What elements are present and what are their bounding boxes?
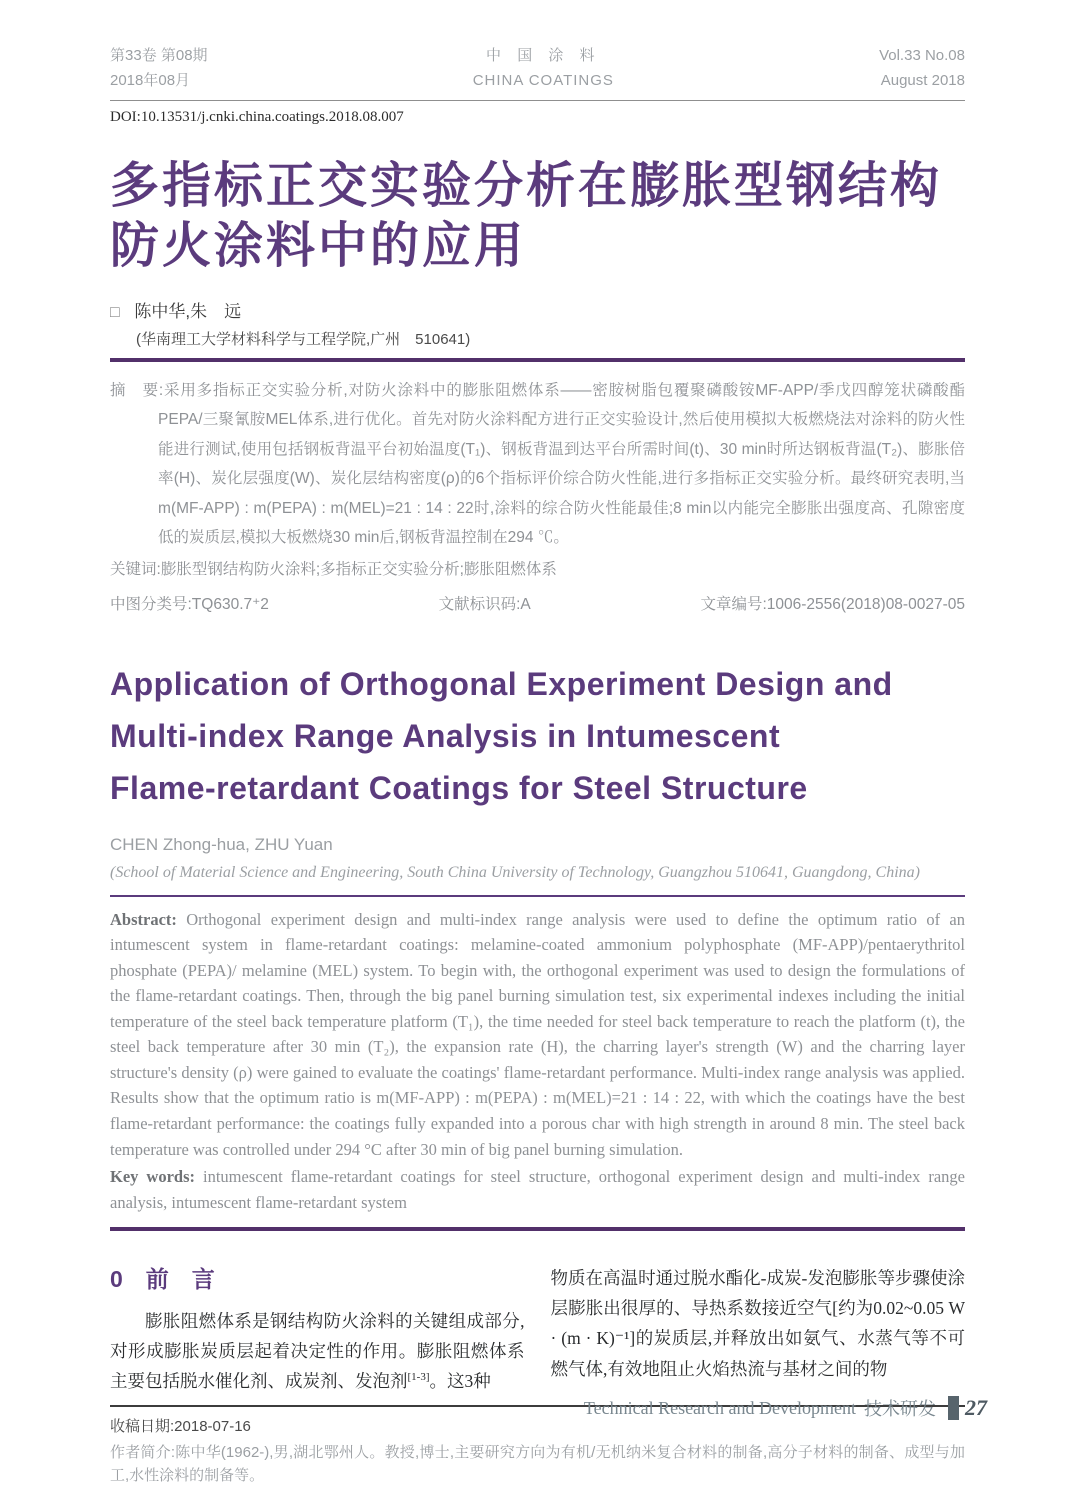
abstract-en-label: Abstract: xyxy=(110,909,187,929)
title-cn xyxy=(110,156,965,278)
abstract-en-text: Orthogonal experiment design and multi-index range analysis were used to define the optimum ratio of an intumescent system in flame-retardant coatings: melamine-coated ammonium polyphosphate (MF-APP)/pentaerythritol phosphate (PEPA)/ melamine (MEL) system. To begin with, the orthogonal experiment was used to design the formulations of the flame-retardant coatings. Then, through the big panel burning simulation test, six experimental indexes including the initial temperature of the steel back temperature platform (T₁), the time needed for steel back temperature to reach the platform (t), the steel back temperature after 30 min (T₂), the expansion rate (H), the charring layer's strength (W) and the charring layer structure's density (ρ) were gained to evaluate the coatings' flame-retardant performance. Multi-index range analysis was applied. Results show that the optimum ratio is m(MF-APP) : m(PEPA) : m(MEL)=21 : 14 : 22, with which the coatings have the best flame-retardant performance: the coatings fully expanded into a porous char with high strength in around 8 min. The steel back temperature was controlled under 294 °C after 30 min of big panel burning simulation. xyxy=(110,909,965,1159)
affiliation-en: (School of Material Science and Engineering, South China University of Technology, Guangzhou 510641, Guangdong, China) xyxy=(110,863,920,881)
author-square-icon: □ xyxy=(110,304,120,321)
title-en-line1: Application of Orthogonal Experiment Design and xyxy=(110,666,893,703)
header-center xyxy=(473,44,614,94)
abstract-cn-text: 采用多指标正交实验分析,对防火涂料中的膨胀阻燃体系——密胺树脂包覆聚磷酸铵MF-APP/季戊四醇笼状磷酸酯PEPA/三聚氰胺MEL体系,进行优化。首先对防火涂料配方进行正交实验设计,然后使用模拟大板燃烧法对涂料的防火性能进行测试,使用包括钢板背温平台初始温度(T₁)、钢板背温到达平台所需时间(t)、30 min时所达钢板背温(T₂)、膨胀倍率(H)、炭化层强度(W)、炭化层结构密度(ρ)的6个指标评价综合防火性能,进行多指标正交实验分析。最终研究表明,当m(MF-APP) : m(PEPA) : m(MEL)=21 : 14 : 22时,涂料的综合防火性能最佳;8 min以内能完全膨胀出强度高、孔隙密度低的炭质层,模拟大板燃烧30 min后,钢板背温控制在294 ℃。 xyxy=(158,382,965,547)
keywords-cn-label: 关键词: xyxy=(110,560,161,578)
footer-section-en: Technical Research and Development xyxy=(583,1397,856,1418)
abstract-cn-block xyxy=(110,376,965,553)
keywords-en-label: Key words: xyxy=(110,1167,203,1187)
title-cn-line1: 多指标正交实验分析在膨胀型钢结构 xyxy=(110,158,943,213)
received-date: 收稿日期:2018-07-16 xyxy=(110,1417,251,1435)
classification-row xyxy=(110,592,965,614)
authors-cn: 陈中华,朱 远 xyxy=(134,302,242,321)
header-right xyxy=(879,44,965,94)
abstract-cn-paragraph xyxy=(110,376,965,553)
keywords-cn-text: 膨胀型钢结构防火涂料;多指标正交实验分析;膨胀阻燃体系 xyxy=(160,560,557,578)
journal-header xyxy=(110,44,965,101)
abstract-cn-label: 摘 要: xyxy=(110,382,164,399)
keywords-cn-row xyxy=(110,555,965,584)
paragraph-left-end: 。这3种 xyxy=(429,1371,491,1392)
journal-name-cn: 中 国 涂 料 xyxy=(486,47,601,64)
affiliation-cn: (华南理工大学材料科学与工程学院,广州 510641) xyxy=(136,331,471,348)
volume-issue-en: Vol.33 No.08 xyxy=(879,47,965,64)
authors-en: CHEN Zhong-hua, ZHU Yuan xyxy=(110,834,333,854)
keywords-en-row xyxy=(110,1164,965,1215)
doi-line: DOI:10.13531/j.cnki.china.coatings.2018.08.007 xyxy=(110,108,404,125)
clc-number: 中图分类号:TQ630.7⁺2 xyxy=(110,596,269,614)
volume-issue-cn: 第33卷 第08期 xyxy=(110,47,208,64)
authors-cn-row xyxy=(110,297,965,322)
article-id: 文章编号:1006-2556(2018)08-0027-05 xyxy=(700,596,965,614)
author-bio: 作者简介:陈中华(1962-),男,湖北鄂州人。教授,博士,主要研究方向为有机/无机纳米复合材料的制备,高分子材料的制备、成型与加工,水性涂料的制备等。 xyxy=(110,1443,965,1485)
title-en xyxy=(110,658,965,814)
section-0-paragraph-left xyxy=(110,1306,525,1396)
section-0-paragraph-right: 物质在高温时通过脱水酯化-成炭-发泡膨胀等步骤使涂层膨胀出很厚的、导热系数接近空气[约为0.02~0.05 W · (m · K)⁻¹]的炭质层,并释放出如氨气、水蒸气等不可燃气体,有效地阻止火焰热流与基材之间的物 xyxy=(550,1268,965,1379)
page-footer xyxy=(584,1395,987,1421)
body-left-column xyxy=(110,1261,525,1396)
paragraph-left-start: 膨胀阻燃体系是钢结构防火涂料的关键组成部分,对形成膨胀炭质层起着决定性的作用。膨胀阻燃体系主要包括脱水催化剂、成炭剂、发泡剂 xyxy=(110,1311,525,1392)
footer-bar-icon xyxy=(948,1396,959,1420)
journal-name-en: CHINA COATINGS xyxy=(472,71,614,89)
title-en-line3: Flame-retardant Coatings for Steel Structure xyxy=(110,770,808,807)
title-cn-line2: 防火涂料中的应用 xyxy=(110,219,527,274)
divider-thick-bottom xyxy=(110,1227,965,1231)
divider-thin xyxy=(110,895,965,897)
date-en: August 2018 xyxy=(880,71,965,89)
page-number: 27 xyxy=(965,1395,987,1420)
citation-ref: [1-3] xyxy=(407,1371,430,1384)
abstract-en-block xyxy=(110,907,965,1216)
date-cn: 2018年08月 xyxy=(110,71,191,89)
body-right-column xyxy=(551,1261,966,1396)
divider-thick-top xyxy=(110,358,965,362)
body-columns xyxy=(110,1261,965,1396)
document-code: 文献标识码:A xyxy=(438,596,531,614)
header-left xyxy=(110,44,208,94)
section-0-heading: 0 前 言 xyxy=(110,1266,215,1293)
title-en-line2: Multi-index Range Analysis in Intumescent xyxy=(110,718,781,755)
footer-section-cn: 技术研发 xyxy=(864,1399,936,1419)
abstract-en-paragraph xyxy=(110,907,965,1163)
keywords-en-text: intumescent flame-retardant coatings for steel structure, orthogonal experiment design and multi-index range analysis, intumescent flame-retardant system xyxy=(110,1167,965,1212)
